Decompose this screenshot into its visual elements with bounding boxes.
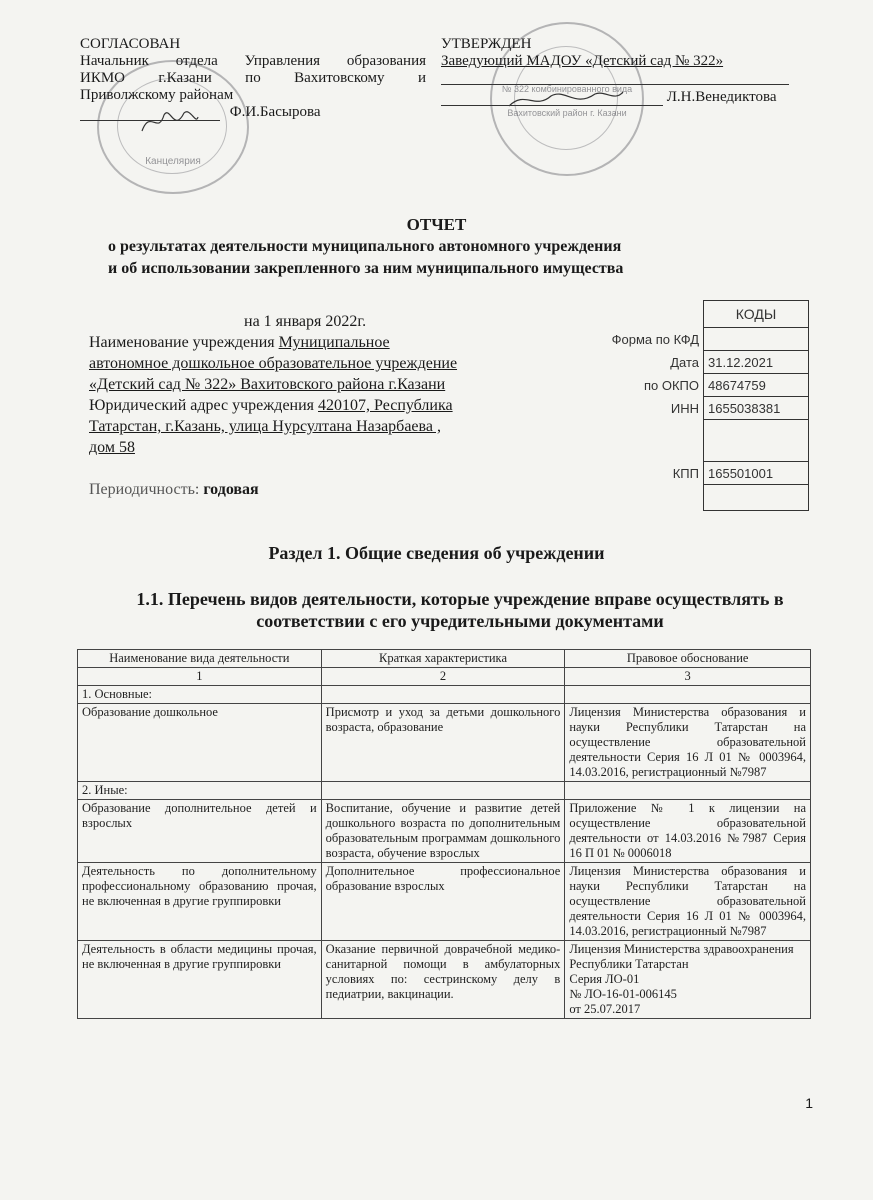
- approved-heading: УТВЕРЖДЕН: [441, 36, 532, 52]
- table-number-row: [78, 668, 811, 686]
- code-label: Дата: [670, 354, 699, 370]
- periodicity-label: Периодичность:: [89, 481, 204, 498]
- institution-info: [89, 311, 554, 500]
- basis-line: от 25.07.2017: [569, 1002, 641, 1016]
- right-stamp-text: № 322 комбинированного вида: [501, 84, 633, 94]
- institution-address-value1: 420107, Республика: [318, 397, 453, 414]
- table-header-cell: Правовое обоснование: [565, 650, 811, 668]
- table-cell-name: Образование дошкольное: [78, 704, 322, 782]
- table-group-label: 2. Иные:: [78, 782, 322, 800]
- periodicity: [89, 479, 554, 500]
- codes-header-row: [555, 301, 809, 328]
- section-title: Раздел 1. Общие сведения об учреждении: [268, 543, 605, 563]
- table-cell-basis: Приложение № 1 к лицензии на осуществление образовательной деятельности от 14.03.2016 №7987 Серия 16 П 01 № 0006018: [565, 800, 811, 863]
- table-group-row: [78, 686, 811, 704]
- table-cell-desc: Дополнительное профессиональное образование взрослых: [321, 863, 565, 941]
- code-value: 48674759: [704, 374, 809, 397]
- table-row: [78, 863, 811, 941]
- institution-name-value1: Муниципальное: [278, 334, 390, 351]
- signature-scribble-right: [505, 88, 625, 112]
- codes-row: [555, 485, 809, 511]
- codes-row: [555, 374, 809, 397]
- table-number-cell: 1: [78, 668, 322, 686]
- signature-scribble-left: [140, 105, 200, 137]
- approved-line1: Заведующий МАДОУ «Детский сад № 322»: [441, 53, 724, 69]
- institution-address-line1: [89, 395, 554, 416]
- codes-table: [555, 300, 809, 511]
- table-row: [78, 941, 811, 1019]
- code-label: ИНН: [670, 400, 699, 416]
- institution-name-value3: «Детский сад № 322» Вахитовского района г.Казани: [89, 376, 446, 393]
- table-cell-desc: Присмотр и уход за детьми дошкольного возраста, образование: [321, 704, 565, 782]
- table-group-row: [78, 782, 811, 800]
- institution-name-value2: автономное дошкольное образовательное учреждение: [89, 355, 458, 372]
- table-number-cell: 3: [565, 668, 811, 686]
- section-subtitle: 1.1. Перечень видов деятельности, которые учреждение вправе осуществлять в соответствии с его учредительными документами: [136, 589, 784, 631]
- code-value: [704, 420, 809, 462]
- agreed-signer: Ф.И.Басырова: [229, 104, 321, 120]
- table-cell-desc: Воспитание, обучение и развитие детей дошкольного возраста по дополнительным образовательным программам дошкольного возраста, обучение взрослых: [321, 800, 565, 863]
- basis-line: Лицензия Министерства здравоохранения Республики Татарстан: [569, 942, 794, 971]
- code-value: [704, 328, 809, 351]
- table-header-cell: Наименование вида деятельности: [78, 650, 322, 668]
- institution-address-value3: дом 58: [89, 439, 135, 456]
- codes-row: [555, 397, 809, 420]
- institution-name-line1: [89, 332, 554, 353]
- table-row: [78, 704, 811, 782]
- code-value: 165501001: [704, 462, 809, 485]
- institution-address-label: Юридический адрес учреждения: [89, 397, 319, 414]
- table-header-row: [78, 650, 811, 668]
- code-label: Форма по КФД: [611, 331, 699, 347]
- codes-row: [555, 328, 809, 351]
- table-cell-basis: Лицензия Министерства образования и науки Республики Татарстан на осуществление образовательной деятельности Серия 16 Л 01 № 0003964, 14.03.2016, регистрационный №7987: [565, 704, 811, 782]
- agreed-heading: СОГЛАСОВАН: [80, 36, 181, 52]
- institution-address-value2: Татарстан, г.Казань, улица Нурсултана Назарбаева ,: [89, 418, 441, 435]
- table-cell-name: Деятельность по дополнительному профессиональному образованию прочая, не включенная в другие группировки: [78, 863, 322, 941]
- basis-line: Серия ЛО-01: [569, 972, 640, 986]
- table-cell-basis: Лицензия Министерства образования и науки Республики Татарстан на осуществление образовательной деятельности Серия 16 Л 01 № 0003964, 14.03.2016, регистрационный №7987: [565, 863, 811, 941]
- report-date: на 1 января 2022г.: [244, 313, 367, 330]
- left-stamp-text: Канцелярия: [145, 156, 201, 167]
- code-label: КПП: [672, 465, 699, 481]
- agreed-line3: Приволжскому районам: [80, 87, 234, 103]
- agreed-line1: Начальник отдела Управления образования: [80, 53, 426, 69]
- codes-row: [555, 462, 809, 485]
- table-row: [78, 800, 811, 863]
- report-subtitle-line2: и об использовании закрепленного за ним муниципального имущества: [108, 260, 624, 277]
- table-header-cell: Краткая характеристика: [321, 650, 565, 668]
- periodicity-value: годовая: [203, 481, 259, 498]
- report-subtitle: [90, 236, 790, 280]
- activities-table: [77, 649, 811, 1019]
- basis-line: № ЛО-16-01-006145: [569, 987, 677, 1001]
- table-cell-basis: [565, 941, 811, 1019]
- report-title: ОТЧЕТ: [406, 215, 467, 234]
- page-number: 1: [805, 1095, 813, 1111]
- agreed-line2: ИКМО г.Казани по Вахитовскому и: [80, 70, 426, 86]
- report-subtitle-line1: о результатах деятельности муниципального автономного учреждения: [108, 238, 622, 255]
- table-group-label: 1. Основные:: [78, 686, 322, 704]
- codes-row: [555, 420, 809, 462]
- code-label: [555, 420, 704, 462]
- institution-name-label: Наименование учреждения: [89, 334, 279, 351]
- right-stamp-text-2: Вахитовский район г. Казани: [507, 108, 627, 118]
- code-label: по ОКПО: [643, 377, 699, 393]
- approved-signer: Л.Н.Венедиктова: [666, 89, 777, 105]
- code-label: [555, 485, 704, 511]
- codes-row: [555, 351, 809, 374]
- table-cell-desc: Оказание первичной доврачебной медико-санитарной помощи в амбулаторных условиях по: сестринскому делу в педиатрии, вакцинации.: [321, 941, 565, 1019]
- code-value: [704, 485, 809, 511]
- codes-header: КОДЫ: [704, 301, 809, 328]
- table-cell-name: Деятельность в области медицины прочая, не включенная в другие группировки: [78, 941, 322, 1019]
- code-value: 1655038381: [704, 397, 809, 420]
- table-cell-name: Образование дополнительное детей и взрослых: [78, 800, 322, 863]
- table-number-cell: 2: [321, 668, 565, 686]
- code-value: 31.12.2021: [704, 351, 809, 374]
